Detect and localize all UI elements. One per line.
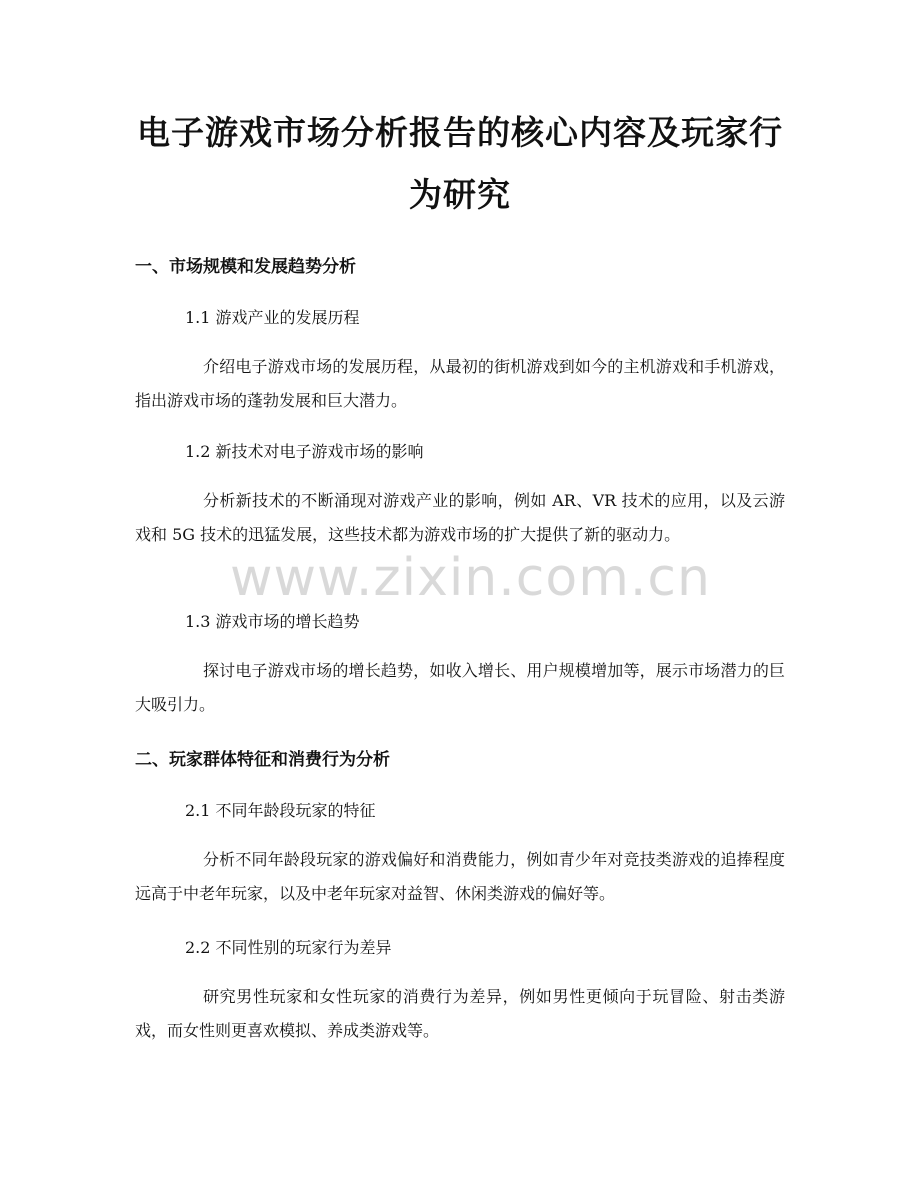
watermark: www.zixin.com.cn [230, 548, 711, 608]
subsection-title-1-1: 1.1 游戏产业的发展历程 [185, 308, 360, 327]
document-title-line-2: 为研究 [409, 175, 511, 214]
paragraph-2-2: 研究男性玩家和女性玩家的消费行为差异，例如男性更倾向于玩冒险、射击类游戏，而女性则更喜欢模拟、养成类游戏等。 [135, 987, 785, 1040]
paragraph-2-1: 分析不同年龄段玩家的游戏偏好和消费能力，例如青少年对竞技类游戏的追捧程度远高于中老年玩家，以及中老年玩家对益智、休闲类游戏的偏好等。 [135, 850, 785, 903]
section-heading-2: 二、玩家群体特征和消费行为分析 [135, 750, 390, 770]
paragraph-1-2: 分析新技术的不断涌现对游戏产业的影响，例如 AR、VR 技术的应用，以及云游戏和 5G 技术的迅猛发展，这些技术都为游戏市场的扩大提供了新的驱动力。 [135, 491, 785, 544]
paragraph-1-3: 探讨电子游戏市场的增长趋势，如收入增长、用户规模增加等，展示市场潜力的巨大吸引力。 [135, 661, 785, 714]
document-title-line-1: 电子游戏市场分析报告的核心内容及玩家行 [137, 113, 783, 152]
subsection-title-2-1: 2.1 不同年龄段玩家的特征 [185, 801, 376, 820]
paragraph-1-1: 介绍电子游戏市场的发展历程，从最初的街机游戏到如今的主机游戏和手机游戏，指出游戏市场的蓬勃发展和巨大潜力。 [135, 357, 785, 410]
subsection-title-1-3: 1.3 游戏市场的增长趋势 [185, 612, 360, 631]
subsection-title-2-2: 2.2 不同性别的玩家行为差异 [185, 938, 392, 957]
section-heading-1: 一、市场规模和发展趋势分析 [135, 257, 356, 277]
subsection-title-1-2: 1.2 新技术对电子游戏市场的影响 [185, 442, 424, 461]
